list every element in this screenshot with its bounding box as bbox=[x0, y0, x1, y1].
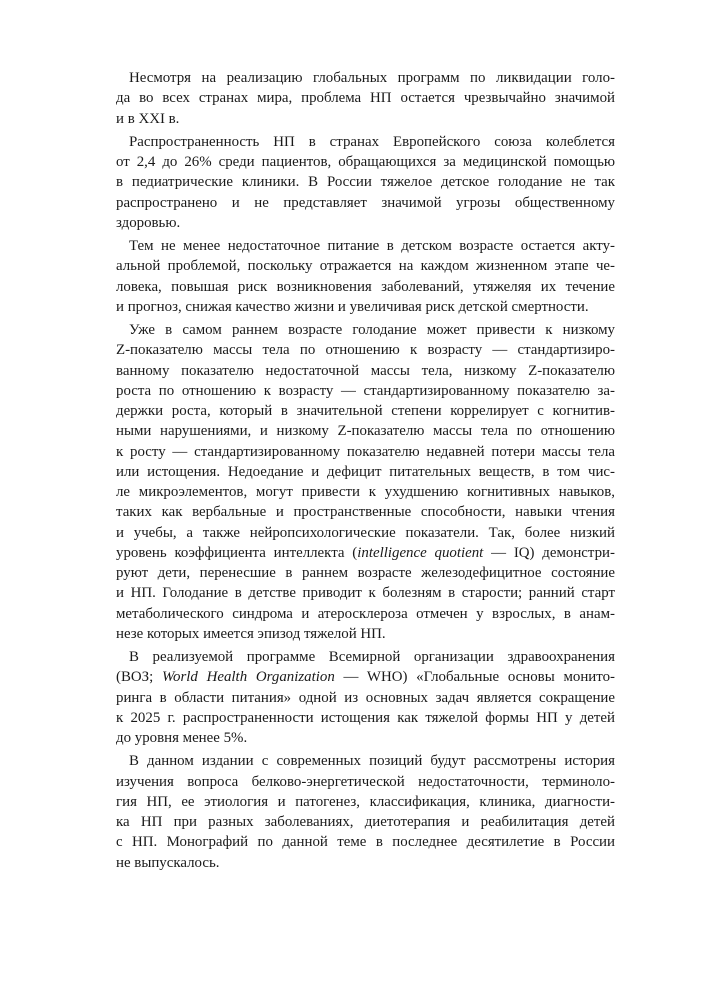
text-line: гия НП, ее этиология и патогенез, классификация, клиника, диагности- bbox=[116, 793, 615, 810]
paragraph-3 bbox=[116, 236, 615, 317]
paragraph-1 bbox=[116, 68, 615, 129]
text-line: В реализуемой программе Всемирной организации здравоохранения bbox=[129, 649, 615, 665]
text-line: альной проблемой, поскольку отражается на каждом жизненном этапе че- bbox=[116, 258, 615, 275]
text-line: и НП. Голодание в детстве приводит к болезням в старости; ранний старт bbox=[116, 585, 615, 602]
text-line: (ВОЗ; World Health Organization — WHO) «Глобальные основы монито- bbox=[116, 669, 615, 686]
text-line: от 2,4 до 26% среди пациентов, обращающихся за медицинской помощью bbox=[116, 154, 615, 170]
text-line: держки роста, который в значительной степени коррелирует с когнитив- bbox=[116, 403, 615, 419]
text-line: и прогноз, снижая качество жизни и увеличивая риск детской смертности. bbox=[116, 298, 589, 315]
paragraph-6 bbox=[116, 751, 615, 873]
text-line: ринга в области питания» одной из основных задач является сокращение bbox=[116, 689, 615, 706]
text-line: здоровью. bbox=[116, 214, 181, 231]
text-line: ловека, повышая риск возникновения заболеваний, утяжеляя их течение bbox=[116, 278, 615, 295]
paragraph-5 bbox=[116, 647, 615, 748]
text-line: и в XXI в. bbox=[116, 110, 180, 127]
text-line: ле микроэлементов, могут привести к ухудшению когнитивных навыков, bbox=[116, 484, 615, 500]
text-line: В данном издании с современных позиций будут рассмотрены история bbox=[129, 753, 615, 770]
text-line: руют дети, перенесшие в раннем возрасте железодефицитное состояние bbox=[116, 565, 615, 581]
text-line: уровень коэффициента интеллекта (intelligence quotient — IQ) демонстри- bbox=[116, 544, 615, 561]
text-line: да во всех странах мира, проблема НП остается чрезвычайно значимой bbox=[116, 90, 615, 107]
italic-term: intelligence quotient bbox=[357, 544, 484, 561]
text-line: Уже в самом раннем возрасте голодание может привести к низкому bbox=[129, 322, 615, 338]
paragraph-4 bbox=[116, 320, 615, 644]
text-line: незе которых имеется эпизод тяжелой НП. bbox=[116, 625, 386, 642]
text-line: Несмотря на реализацию глобальных программ по ликвидации голо- bbox=[129, 70, 615, 86]
text-line: до уровня менее 5%. bbox=[116, 730, 248, 746]
italic-term: World Health Organization bbox=[162, 669, 335, 686]
text-line: к росту — стандартизированному показателю недавней потери массы тела bbox=[116, 443, 615, 460]
text-line: Тем не менее недостаточное питание в детском возрасте остается акту- bbox=[129, 238, 615, 254]
text-line: роста по отношению к возрасту — стандартизированному показателю за- bbox=[116, 382, 615, 399]
text-line: не выпускалось. bbox=[116, 854, 220, 871]
text-line: изучения вопроса белково-энергетической недостаточности, терминоло- bbox=[116, 773, 615, 790]
text-line: Распространенность НП в странах Европейского союза колеблется bbox=[129, 133, 615, 150]
text-line: метаболического синдрома и атеросклероза отмечен у взрослых, в анам- bbox=[116, 605, 615, 622]
text-line: в педиатрические клиники. В России тяжелое детское голодание не так bbox=[116, 174, 615, 191]
text-line: с НП. Монографий по данной теме в последнее десятилетие в России bbox=[116, 834, 615, 851]
text-line: к 2025 г. распространенности истощения как тяжелой формы НП у детей bbox=[116, 709, 615, 726]
text-line: и учебы, а также нейропсихологические показатели. Так, более низкий bbox=[116, 524, 615, 541]
paragraph-2 bbox=[116, 132, 615, 233]
text-line: ными нарушениями, и низкому Z-показателю массы тела по отношению bbox=[116, 423, 615, 440]
text-line: или истощения. Недоедание и дефицит питательных веществ, в том чис- bbox=[116, 463, 615, 480]
text-line: ванному показателю недостаточной массы тела, низкому Z-показателю bbox=[116, 362, 615, 379]
document-page bbox=[116, 68, 615, 876]
text-line: Z-показателю массы тела по отношению к возрасту — стандартизиро- bbox=[116, 342, 615, 359]
text-line: распространено и не представляет значимой угрозы общественному bbox=[116, 194, 615, 211]
text-line: таких как вербальные и пространственные способности, навыки чтения bbox=[116, 504, 615, 521]
text-line: ка НП при разных заболеваниях, диетотерапия и реабилитация детей bbox=[116, 814, 615, 830]
